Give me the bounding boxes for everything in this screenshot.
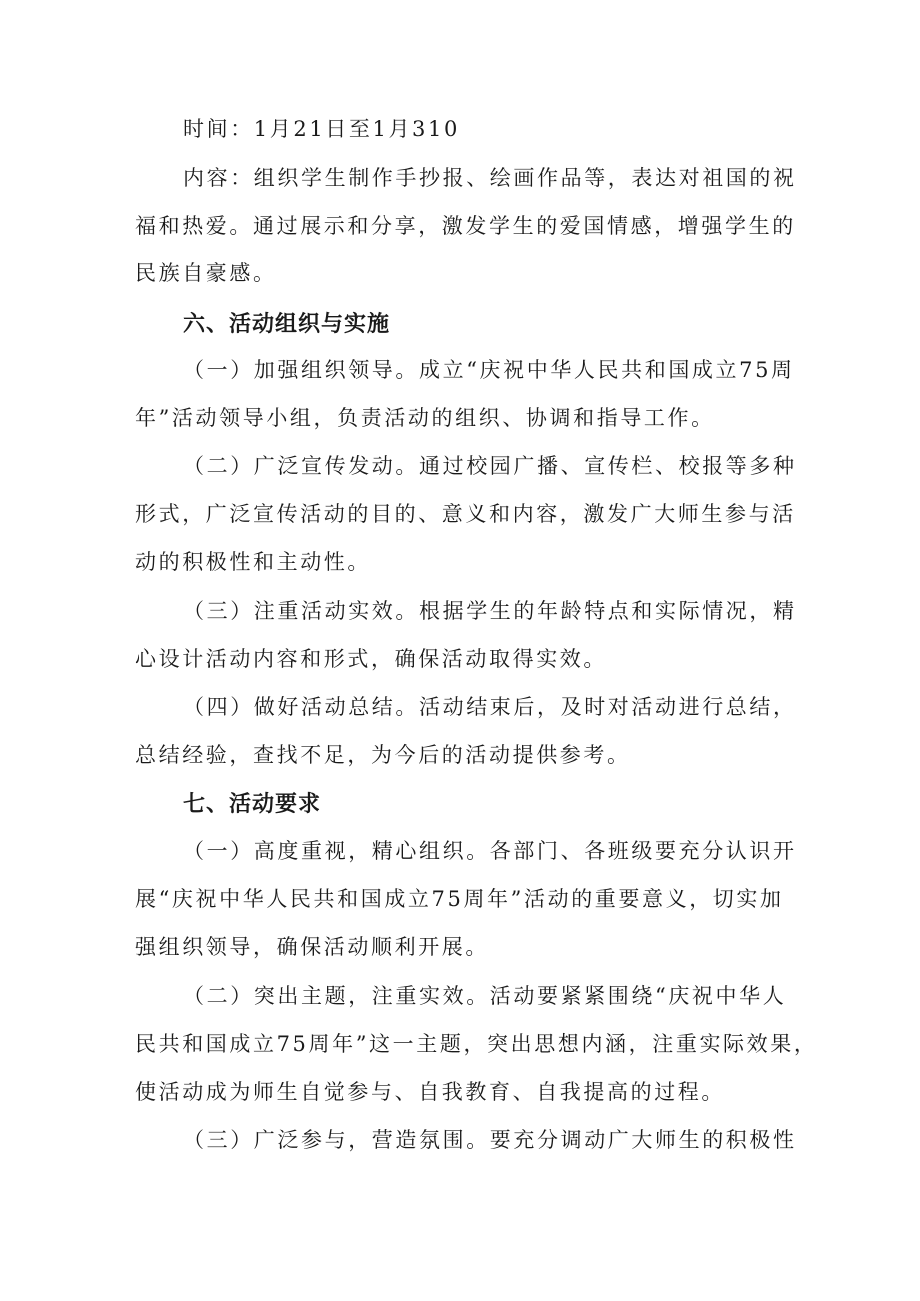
content-line-1: 内容：组织学生制作手抄报、绘画作品等，表达对祖国的祝 — [183, 166, 797, 190]
s6-p3-line-2: 心设计活动内容和形式，确保活动取得实效。 — [135, 647, 607, 671]
s7-p3-line-1: （三）广泛参与，营造氛围。要充分调动广大师生的积极性 — [183, 1128, 797, 1152]
content-line-3: 民族自豪感。 — [135, 261, 277, 285]
time-line: 时间：1月21日至1月310 — [183, 117, 460, 141]
s7-p1-line-1: （一）高度重视，精心组织。各部门、各班级要充分认识开 — [183, 839, 797, 863]
s7-p1-line-3: 强组织领导，确保活动顺利开展。 — [135, 935, 489, 959]
s7-p1-line-2: 展“庆祝中华人民共和国成立75周年”活动的重要意义，切实加 — [135, 887, 784, 911]
s6-p4-line-2: 总结经验，查找不足，为今后的活动提供参考。 — [135, 743, 631, 767]
s6-p2-line-2: 形式，广泛宣传活动的目的、意义和内容，激发广大师生参与活 — [135, 502, 796, 526]
section-7-heading: 七、活动要求 — [183, 792, 322, 817]
content-line-2: 福和热爱。通过展示和分享，激发学生的爱国情感，增强学生的 — [135, 214, 796, 238]
s6-p1-line-2: 年”活动领导小组，负责活动的组织、协调和指导工作。 — [135, 406, 715, 430]
s6-p4-line-1: （四）做好活动总结。活动结束后，及时对活动进行总结， — [183, 695, 797, 719]
s6-p2-line-1: （二）广泛宣传发动。通过校园广播、宣传栏、校报等多种 — [183, 454, 797, 478]
s6-p2-line-3: 动的积极性和主动性。 — [135, 550, 371, 574]
s6-p3-line-1: （三）注重活动实效。根据学生的年龄特点和实际情况，精 — [183, 599, 797, 623]
section-6-heading: 六、活动组织与实施 — [183, 312, 391, 337]
s7-p2-line-1: （二）突出主题，注重实效。活动要紧紧围绕“庆祝中华人 — [183, 984, 787, 1008]
s7-p2-line-2: 民共和国成立75周年”这一主题，突出思想内涵，注重实际效果， — [135, 1032, 818, 1056]
s7-p2-line-3: 使活动成为师生自觉参与、自我教育、自我提高的过程。 — [135, 1080, 725, 1104]
s6-p1-line-1: （一）加强组织领导。成立“庆祝中华人民共和国成立75周 — [183, 358, 795, 382]
